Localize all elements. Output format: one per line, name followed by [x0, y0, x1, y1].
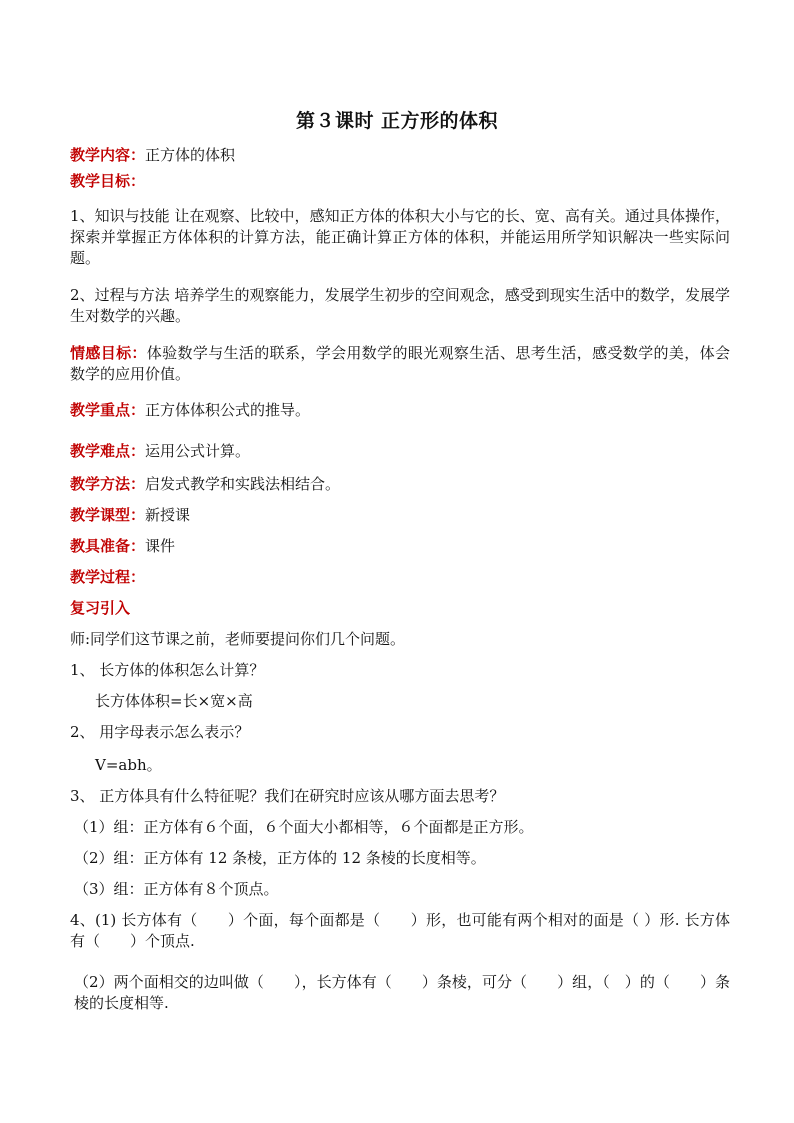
content-row [70, 145, 726, 166]
question-4-part-1: 4、(1) 长方体有（ ）个面，每个面都是（ ）形，也可能有两个相对的面是（ ）形. 长方体有（ ）个顶点. [70, 911, 730, 950]
question-1: 1、 长方体的体积怎么计算？ [70, 661, 265, 679]
question-3: 3、 正方体具有什么特征呢？我们在研究时应该从哪方面去思考？ [70, 787, 505, 805]
method-value: 启发式教学和实践法相结合。 [145, 475, 341, 493]
review-heading [70, 598, 726, 619]
difficulty-value: 运用公式计算。 [145, 442, 251, 460]
lesson-type-label: 教学课型： [70, 506, 146, 524]
key-point-row [70, 400, 726, 421]
question-2: 2、 用字母表示怎么表示？ [70, 723, 250, 741]
method-label: 教学方法： [70, 475, 146, 493]
tools-row [70, 536, 726, 557]
tools-label: 教具准备： [70, 537, 146, 555]
answer-1: 长方体体积=长×宽×高 [95, 692, 253, 710]
question-4-part-2: （2）两个面相交的边叫做（ ），长方体有（ ）条棱，可分（ ）组，（ ）的（ ）条棱的长度相等. [74, 973, 730, 1012]
group-1-answer: （1）组：正方体有６个面，６个面大小都相等，６个面都是正方形。 [74, 818, 534, 836]
method-row [70, 474, 726, 495]
objectives-heading [70, 171, 726, 192]
objective-item-1: 1、知识与技能 让在观察、比较中，感知正方体的体积大小与它的长、宽、高有关。通过具体操作，探索并掌握正方体体积的计算方法，能正确计算正方体的体积，并能运用所学知识解决一些实际问题。 [70, 207, 730, 267]
content-value: 正方体的体积 [145, 146, 236, 164]
review-intro: 师:同学们这节课之前，老师要提问你们几个问题。 [70, 630, 406, 648]
emotion-label: 情感目标： [70, 344, 147, 362]
objective-item-2: 2、过程与方法 培养学生的观察能力，发展学生初步的空间观念，感受到现实生活中的数学，发展学生对数学的兴趣。 [70, 286, 730, 325]
process-label: 教学过程： [70, 568, 146, 586]
answer-2: V=abh。 [95, 756, 162, 774]
emotion-row [70, 343, 730, 385]
key-point-value: 正方体体积公式的推导。 [145, 401, 311, 419]
page-title: 第３课时 正方形的体积 [295, 110, 499, 132]
tools-value: 课件 [145, 537, 176, 555]
group-3-answer: （3）组：正方体有８个顶点。 [74, 880, 279, 898]
lesson-type-value: 新授课 [145, 506, 191, 524]
lesson-type-row [70, 505, 726, 526]
review-heading-label: 复习引入 [70, 599, 131, 617]
key-point-label: 教学重点： [70, 401, 146, 419]
objectives-label: 教学目标： [70, 172, 146, 190]
emotion-value: 体验数学与生活的联系，学会用数学的眼光观察生活、思考生活，感受数学的美，体会数学的应用价值。 [70, 344, 730, 383]
group-2-answer: （2）组：正方体有 12 条棱，正方体的 12 条棱的长度相等。 [74, 849, 486, 867]
difficulty-row [70, 441, 726, 462]
process-heading [70, 567, 726, 588]
content-label: 教学内容： [70, 146, 146, 164]
difficulty-label: 教学难点： [70, 442, 146, 460]
